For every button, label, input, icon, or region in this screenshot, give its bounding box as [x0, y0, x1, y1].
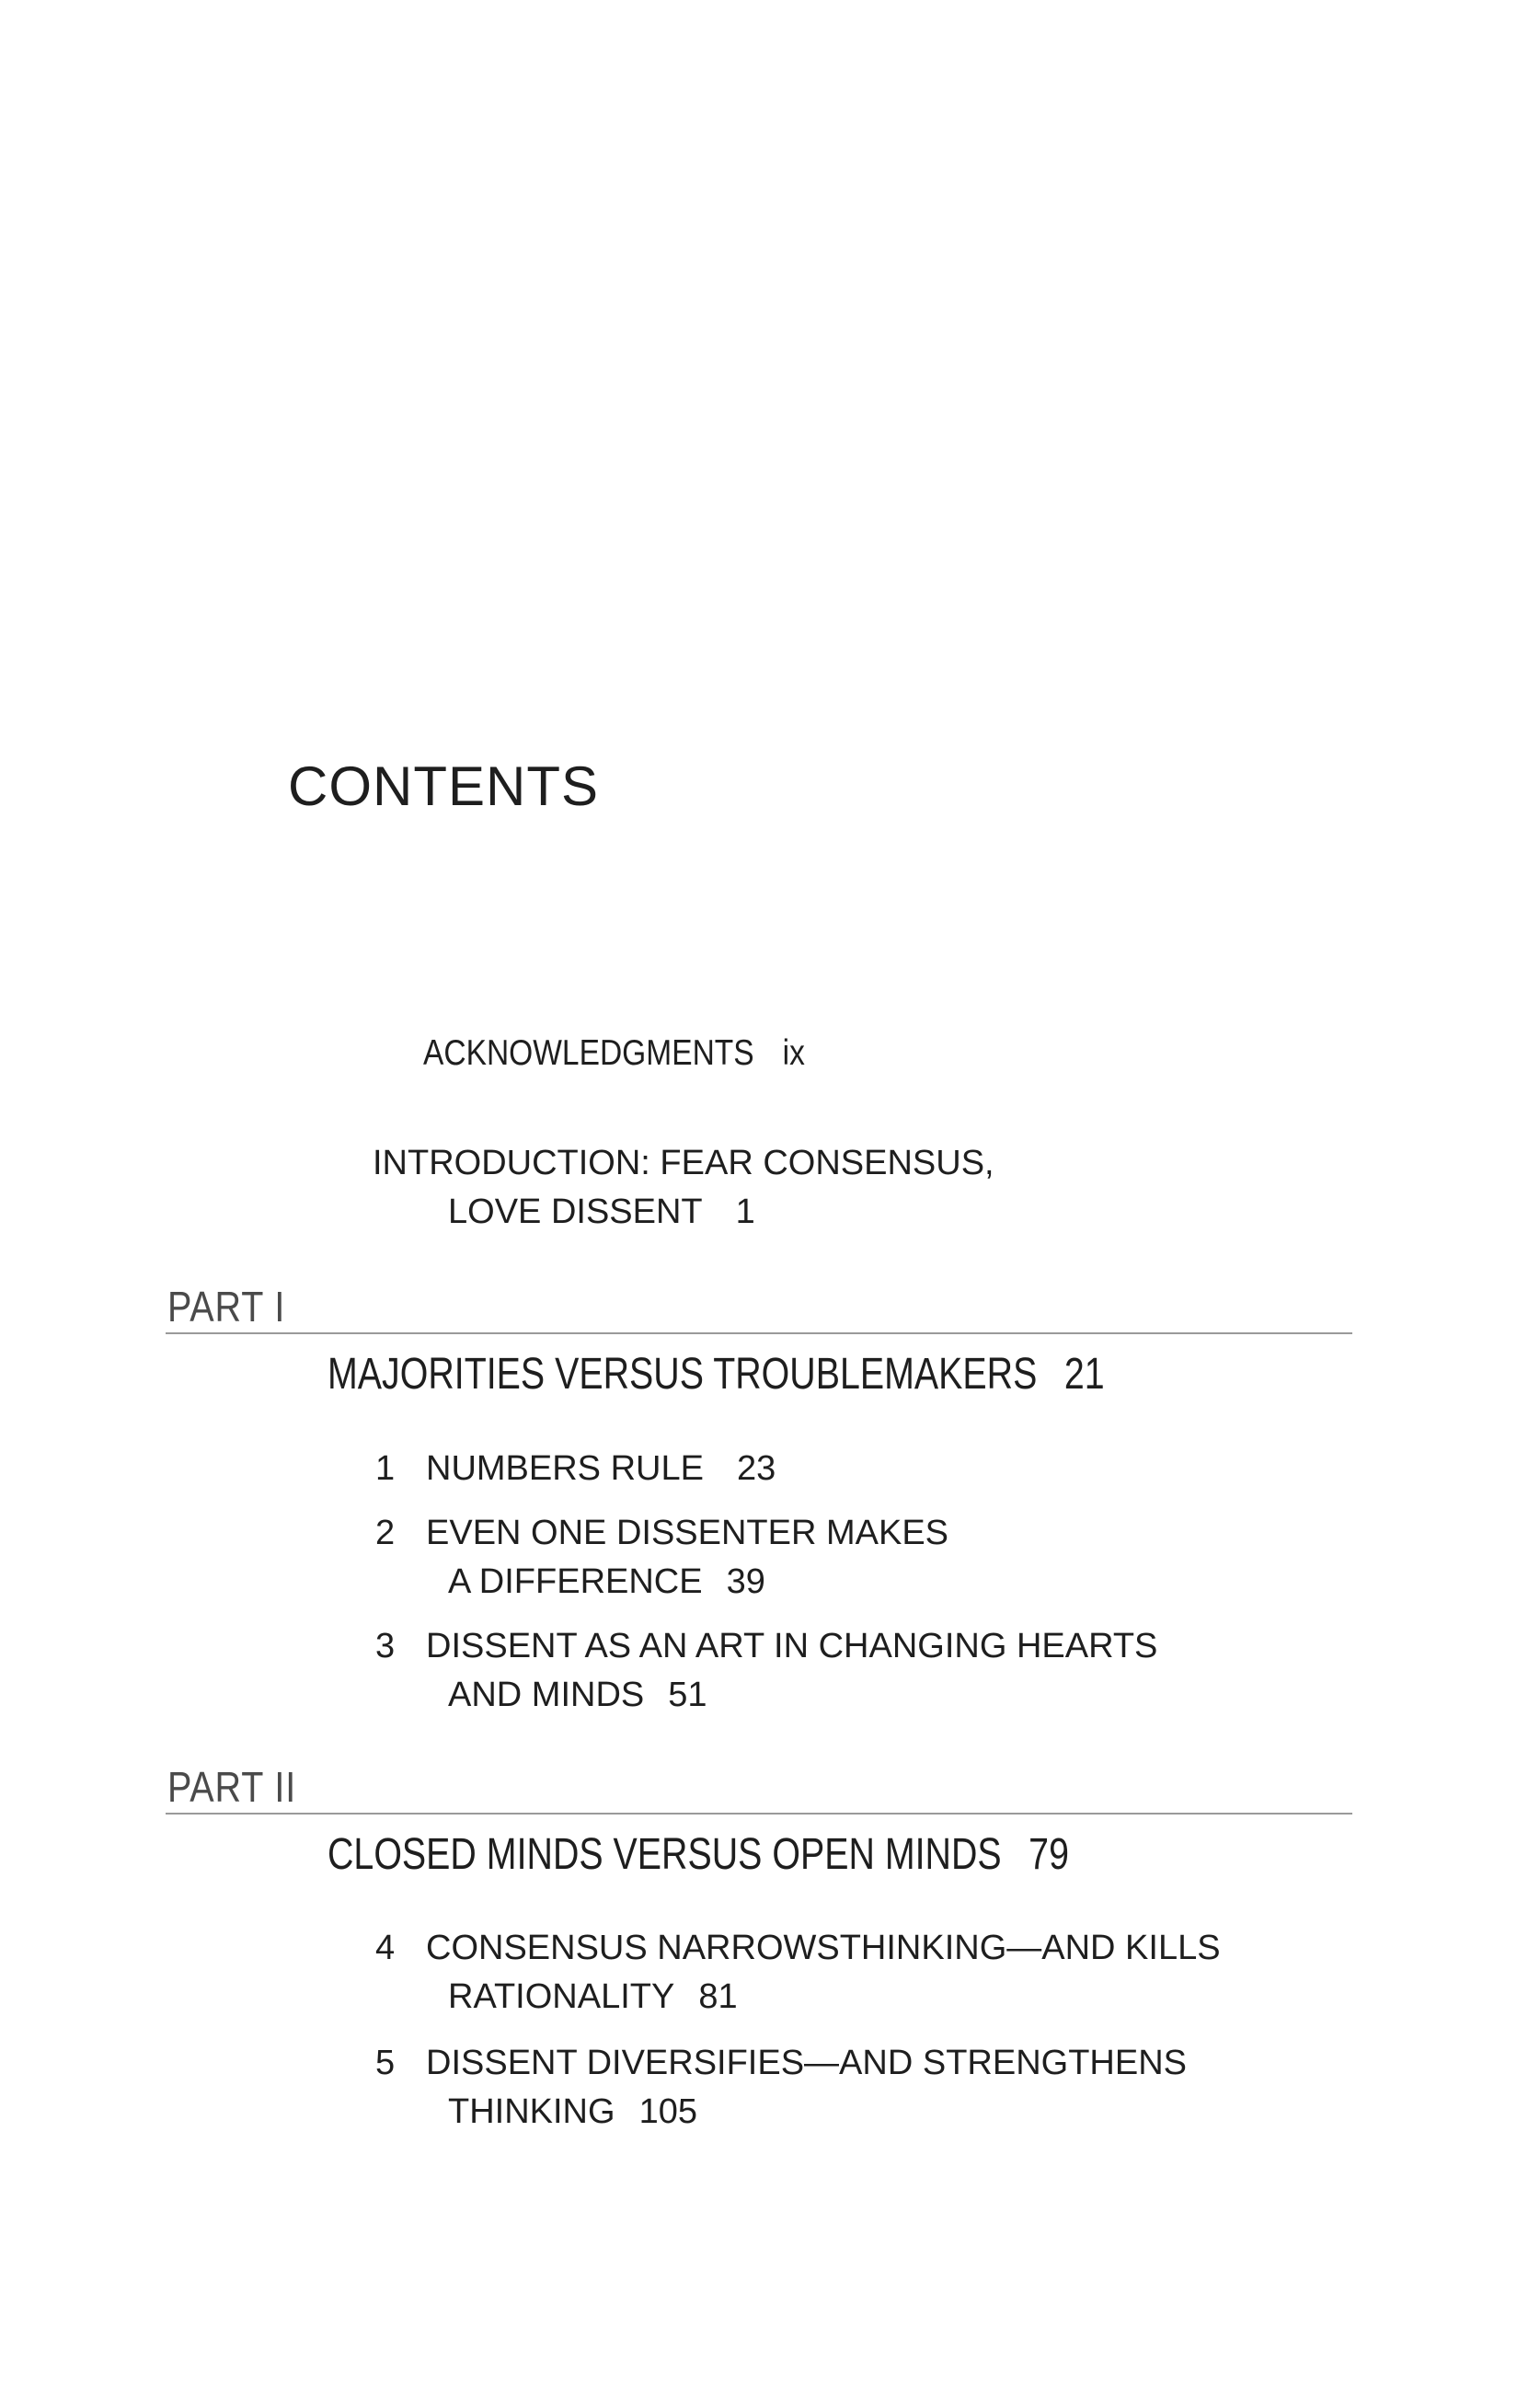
chapter-title: NUMBERS RULE: [426, 1449, 704, 1488]
chapter-number: 3: [375, 1627, 396, 1665]
chapter-page: 81: [698, 1977, 738, 2016]
toc-entry-introduction-cont: [448, 1194, 755, 1229]
chapter-page: 105: [638, 2092, 697, 2131]
part-label-2: PART II: [167, 1763, 297, 1811]
toc-entry-page: 1: [735, 1192, 755, 1231]
part-title-page: 21: [1063, 1350, 1105, 1399]
toc-chapter-3[interactable]: [375, 1629, 1157, 1664]
part-title-label: MAJORITIES VERSUS TROUBLEMAKERS: [328, 1350, 1038, 1399]
part-title-1[interactable]: [328, 1349, 1105, 1400]
toc-chapter-4-cont: [448, 1979, 738, 2014]
toc-entry-label-line1: INTRODUCTION: FEAR CONSENSUS,: [373, 1144, 994, 1182]
toc-chapter-5[interactable]: [375, 2045, 1187, 2080]
chapter-page: 51: [668, 1676, 707, 1714]
chapter-title-line1: DISSENT DIVERSIFIES—AND STRENGTHENS: [426, 2044, 1187, 2082]
part-label-1: PART I: [167, 1283, 286, 1331]
toc-chapter-5-cont: [448, 2094, 697, 2129]
toc-chapter-4[interactable]: [375, 1930, 1221, 1965]
toc-entry-page: ix: [782, 1033, 805, 1073]
chapter-title-line2: RATIONALITY: [448, 1977, 675, 2016]
toc-chapter-2[interactable]: [375, 1515, 948, 1550]
toc-entry-introduction[interactable]: [373, 1146, 994, 1181]
chapter-number: 4: [375, 1929, 396, 1967]
toc-chapter-3-cont: [448, 1677, 707, 1712]
chapter-title-line2: THINKING: [448, 2092, 615, 2131]
part-title-label: CLOSED MINDS VERSUS OPEN MINDS: [328, 1830, 1002, 1879]
page-title: CONTENTS: [288, 755, 599, 817]
part-title-2[interactable]: [328, 1829, 1069, 1880]
toc-chapter-1[interactable]: [375, 1451, 776, 1486]
chapter-title-line1: EVEN ONE DISSENTER MAKES: [426, 1514, 949, 1552]
chapter-title-line2: A DIFFERENCE: [448, 1562, 703, 1601]
chapter-title-line1: CONSENSUS NARROWSTHINKING—AND KILLS: [426, 1929, 1221, 1967]
part-divider-2: [166, 1813, 1352, 1815]
part-divider-1: [166, 1332, 1352, 1334]
toc-entry-label-line2: LOVE DISSENT: [448, 1192, 703, 1231]
chapter-number: 2: [375, 1514, 396, 1552]
chapter-page: 23: [736, 1449, 776, 1488]
chapter-page: 39: [726, 1562, 765, 1601]
part-title-page: 79: [1029, 1830, 1069, 1879]
toc-entry-acknowledgments[interactable]: [423, 1035, 805, 1071]
toc-chapter-2-cont: [448, 1564, 765, 1599]
chapter-number: 5: [375, 2044, 396, 2082]
chapter-title-line2: AND MINDS: [448, 1676, 645, 1714]
chapter-title-line1: DISSENT AS AN ART IN CHANGING HEARTS: [426, 1627, 1158, 1665]
chapter-number: 1: [375, 1449, 396, 1488]
toc-entry-label: ACKNOWLEDGMENTS: [423, 1033, 754, 1073]
